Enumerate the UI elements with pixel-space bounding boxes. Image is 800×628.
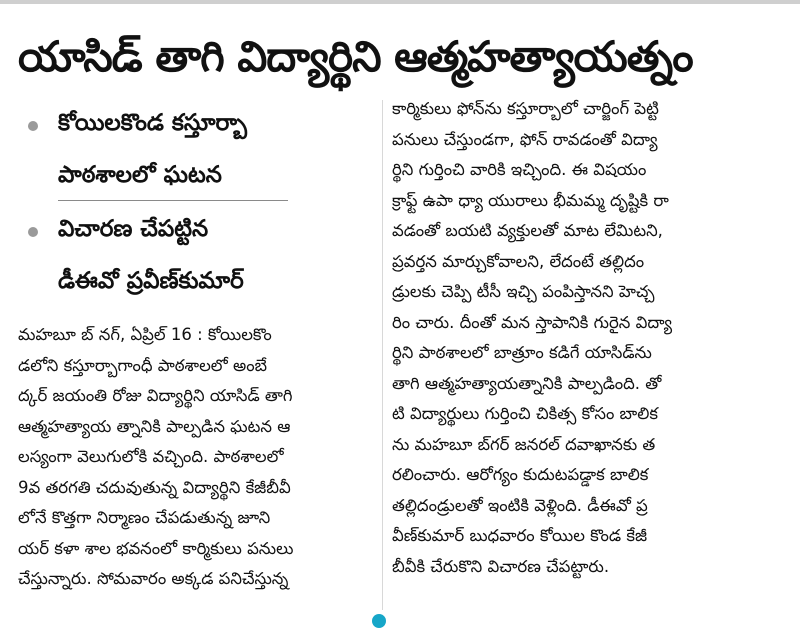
article-line: టి విద్యార్థులు గుర్తించి చికిత్స కోసం బాలిక bbox=[392, 404, 658, 423]
article-line: వడంతో బయటి వ్యక్తులతో మాట లేమిటని, bbox=[392, 221, 663, 240]
article-line: కార్మికులు ఫోన్‌ను కస్తూర్బాలో చార్జింగ్ పెట్టి bbox=[392, 99, 659, 118]
article-line: డ్రులకు చెప్పి టీసీ ఇచ్చి పంపిస్తానని హెచ్చ bbox=[392, 282, 655, 301]
article-line: క్రాఫ్ట్ ఉపా ధ్యా యురాలు భీమమ్మ దృష్టికి రా bbox=[392, 190, 669, 210]
left-column bbox=[18, 100, 378, 588]
article-line: మహబూ బ్ నగ్, ఏప్రిల్ 16 : కోయిలకొం bbox=[18, 325, 272, 344]
highlight-item-continued bbox=[18, 152, 358, 204]
highlight-item-continued bbox=[18, 258, 358, 310]
article-line: రలించారు. ఆరోగ్యం కుదుటపడ్డాక బాలిక bbox=[392, 465, 649, 484]
article-line: లస్యంగా వెలుగులోకి వచ్చింది. పాఠశాలలో bbox=[18, 447, 284, 466]
highlight-divider bbox=[58, 200, 288, 201]
article-line: రిం చారు. దీంతో మన స్తాపానికి గురైన విద్యా bbox=[392, 312, 673, 332]
article-line: ద్కర్ జయంతి రోజు విద్యార్థిని యాసిడ్ తాగి bbox=[18, 386, 293, 405]
bullet-icon bbox=[28, 121, 38, 131]
highlight-text: డీఈవో ప్రవీణ్‌కుమార్ bbox=[58, 268, 244, 294]
article-line: ఆత్మహత్యాయ త్నానికి పాల్పడిన ఘటన ఆ bbox=[18, 416, 291, 436]
article-line: 9వ తరగతి చదువుతున్న విద్యార్థిని కేజీబీవీ bbox=[18, 477, 291, 497]
headline: యాసిడ్ తాగి విద్యార్థిని ఆత్మహత్యాయత్నం bbox=[18, 32, 693, 81]
highlight-text: కోయిలకొండ కస్తూర్బా bbox=[58, 110, 247, 136]
top-rule bbox=[0, 0, 800, 4]
highlight-text: పాఠశాలలో ఘటన bbox=[58, 162, 222, 188]
article-line: డలోని కస్తూర్బాగాంధీ పాఠశాలలో అంబే bbox=[18, 355, 267, 375]
article-line: పనులు చేస్తుండగా, ఫోన్ రావడంతో విద్యా bbox=[392, 129, 658, 149]
article-line: బీవీకి చేరుకొని విచారణ చేపట్టారు. bbox=[392, 556, 610, 576]
article-line: ప్రవర్తన మార్చుకోవాలని, లేదంటే తల్లిదం bbox=[392, 251, 645, 271]
bullet-icon bbox=[28, 227, 38, 237]
page-marker-dot bbox=[372, 614, 386, 628]
highlight-item bbox=[18, 100, 358, 152]
article-line: ర్థిని పాఠశాలలో బాత్రూం కడిగే యాసిడ్‌ను bbox=[392, 343, 652, 362]
article-body-left bbox=[18, 320, 373, 595]
highlight-text: విచారణ చేపట్టిన bbox=[58, 216, 209, 242]
article-line: లోనే కొత్తగా నిర్మాణం చేపడుతున్న జూని bbox=[18, 508, 271, 527]
highlights-box bbox=[18, 100, 378, 312]
column-separator bbox=[382, 100, 383, 610]
highlight-item bbox=[18, 206, 358, 258]
article-line: యర్ కళా శాల భవనంలో కార్మికులు పనులు bbox=[18, 538, 294, 558]
article-line: తాగి ఆత్మహత్యాయత్నానికి పాల్పడింది. తో bbox=[392, 373, 662, 393]
article-line: తల్లిదండ్రులతో ఇంటికి వెళ్లింది. డీఈవో ప్ర bbox=[392, 495, 648, 515]
article-body-right bbox=[392, 94, 784, 582]
article-line: ను మహబూ బ్‌గర్ జనరల్ దవాఖానకు త bbox=[392, 434, 656, 454]
article-line: వీణ్‌కుమార్ బుధవారం కోయిల కొండ కేజీ bbox=[392, 526, 648, 545]
article-line: ర్థిని గుర్తించి వారికి ఇచ్చింది. ఈ విషయం bbox=[392, 160, 647, 179]
article-line: చేస్తున్నారు. సోమవారం అక్కడ పనిచేస్తున్న bbox=[18, 569, 289, 588]
